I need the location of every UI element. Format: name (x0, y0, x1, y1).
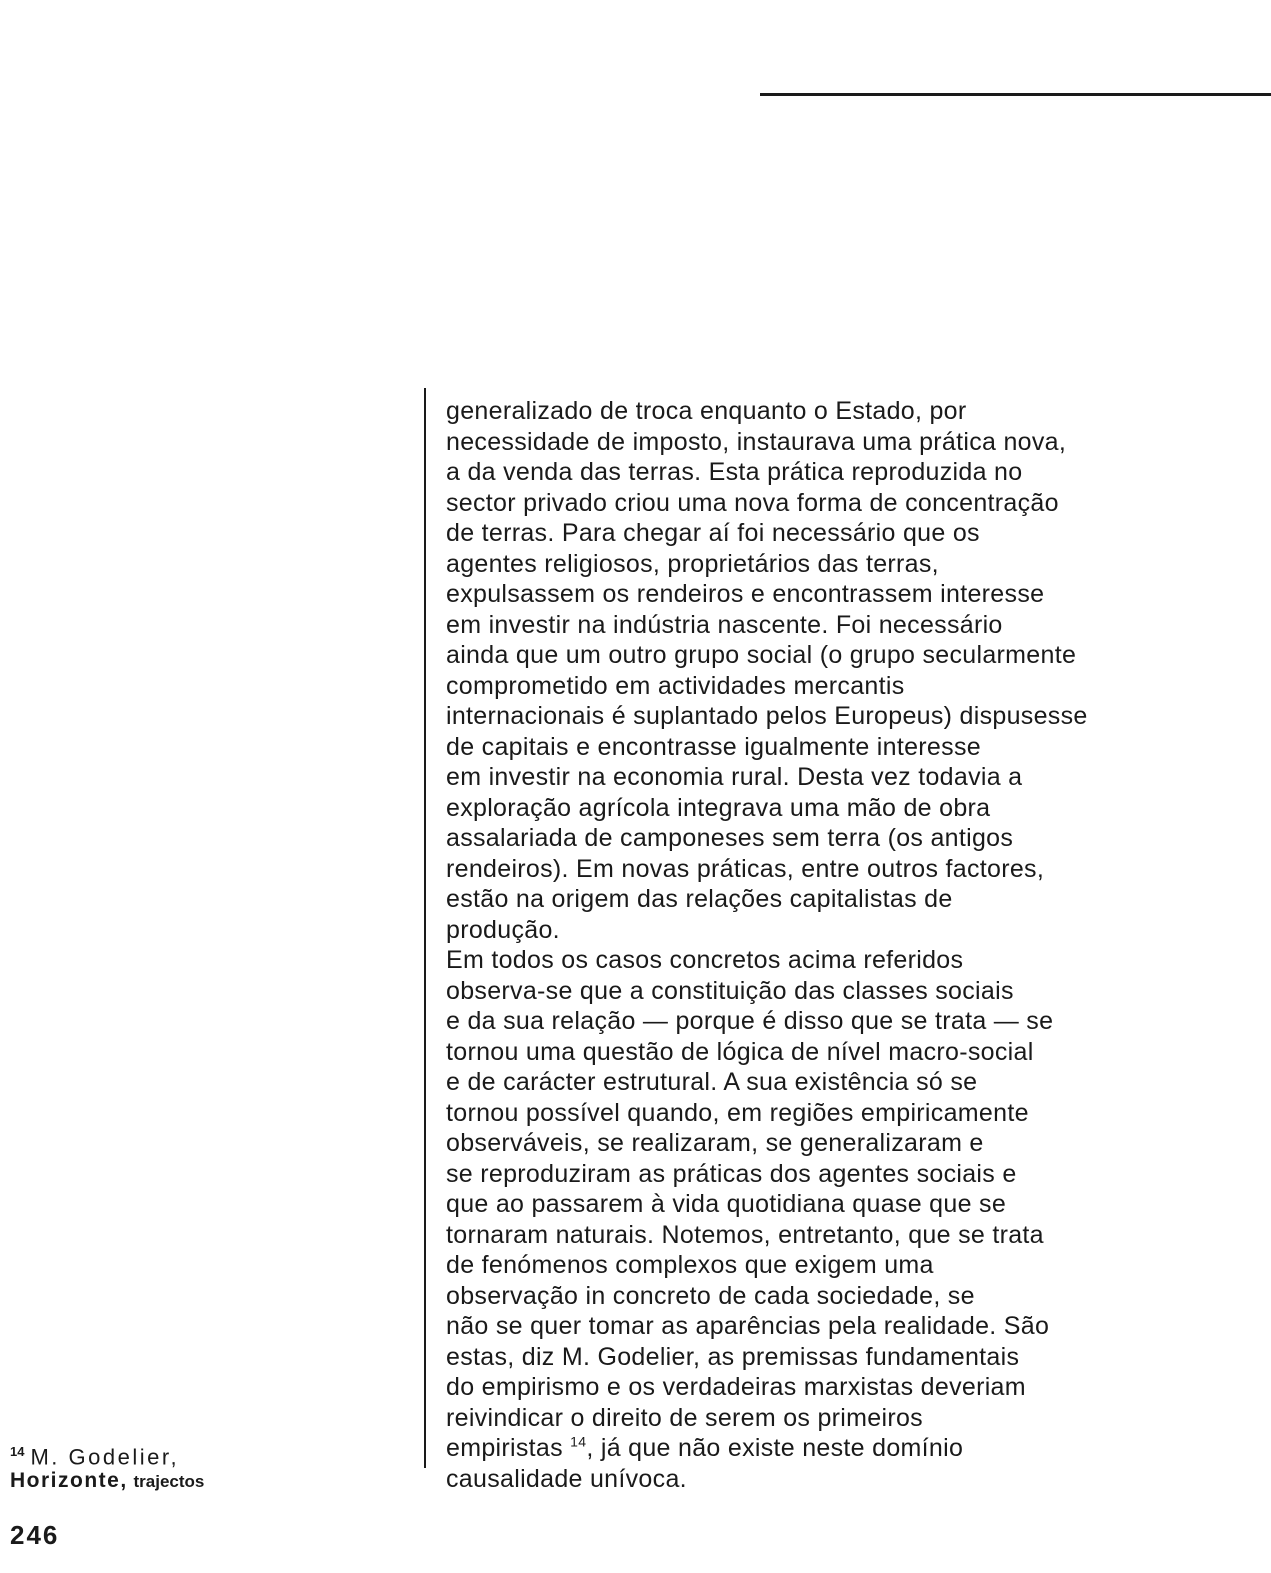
text-line: necessidade de imposto, instaurava uma prática nova, (446, 427, 1067, 456)
footnote-reference[interactable]: 14 (570, 1433, 587, 1450)
text-line: de capitais e encontrasse igualmente interesse (446, 732, 981, 761)
text-line: produção. (446, 915, 560, 944)
text-line: se reproduziram as práticas dos agentes sociais e (446, 1159, 1017, 1188)
text-line: que ao passarem à vida quotidiana quase que se (446, 1190, 1007, 1218)
column-rule (424, 388, 426, 1468)
text-fragment: empiristas (446, 1434, 563, 1462)
text-fragment: , já que não existe neste domínio (586, 1434, 964, 1462)
text-line: em investir na indústria nascente. Foi necessário (446, 610, 1003, 639)
page-number: 246 (10, 1520, 60, 1550)
text-line: expulsassem os rendeiros e encontrassem interesse (446, 580, 1045, 608)
text-line: rendeiros). Em novas práticas, entre outros factores, (446, 854, 1045, 883)
text-line-with-footnote-ref (446, 1433, 1246, 1464)
text-line: observáveis, se realizaram, se generalizaram e (446, 1129, 984, 1157)
text-line: agentes religiosos, proprietários das terras, (446, 549, 939, 578)
text-line: observação in concreto de cada sociedade, se (446, 1281, 975, 1310)
text-line: observa-se que a constituição das classes sociais (446, 976, 1014, 1005)
text-line: do empirismo e os verdadeiras marxistas deveriam (446, 1373, 1026, 1401)
text-line: comprometido em actividades mercantis (446, 671, 905, 700)
text-line: assalariada de camponeses sem terra (os antigos (446, 824, 1014, 852)
text-line: exploração agrícola integrava uma mão de obra (446, 793, 991, 822)
text-line: tornaram naturais. Notemos, entretanto, que se trata (446, 1220, 1044, 1249)
footnote-work: Horizonte, (10, 1469, 128, 1493)
text-line: não se quer tomar as aparências pela realidade. São (446, 1312, 1050, 1340)
footnote (10, 1440, 390, 1494)
text-line: internacionais é suplantado pelos Europeus) dispusesse (446, 702, 1088, 730)
text-line: de fenómenos complexos que exigem uma (446, 1251, 934, 1279)
text-line: de terras. Para chegar aí foi necessário que os (446, 519, 980, 547)
footnote-number: 14 (10, 1444, 25, 1459)
text-line: ainda que um outro grupo social (o grupo secularmente (446, 641, 1077, 669)
text-line: causalidade unívoca. (446, 1464, 687, 1493)
text-line: estão na origem das relações capitalistas de (446, 885, 953, 913)
text-line: estas, diz M. Godelier, as premissas fundamentais (446, 1342, 1020, 1371)
text-line: e da sua relação — porque é disso que se trata — se (446, 1007, 1054, 1035)
footnote-author: M. Godelier, (30, 1444, 180, 1470)
text-line: Em todos os casos concretos acima referidos (446, 946, 964, 974)
footnote-work-suffix: trajectos (133, 1472, 205, 1492)
text-line: generalizado de troca enquanto o Estado, por (446, 397, 967, 425)
text-line: tornou uma questão de lógica de nível macro-social (446, 1037, 1034, 1066)
text-line: reivindicar o direito de serem os primeiros (446, 1403, 923, 1432)
body-text (446, 396, 1246, 1494)
footnote-line-author (10, 1440, 390, 1469)
footnote-line-work (10, 1469, 390, 1494)
text-line: e de carácter estrutural. A sua existência só se (446, 1068, 978, 1096)
text-line: em investir na economia rural. Desta vez todavia a (446, 763, 1023, 791)
text-line: sector privado criou uma nova forma de concentração (446, 488, 1059, 517)
top-rule (760, 93, 1271, 96)
text-line: tornou possível quando, em regiões empiricamente (446, 1098, 1029, 1127)
text-line: a da venda das terras. Esta prática reproduzida no (446, 458, 1023, 486)
